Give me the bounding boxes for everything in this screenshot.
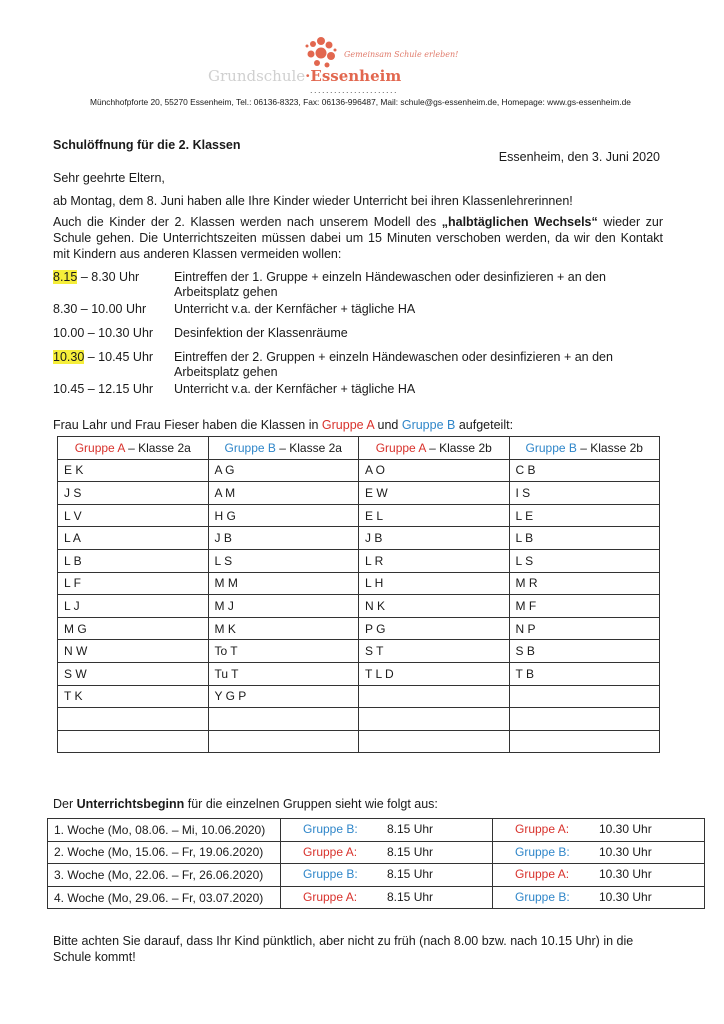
schedule-time: 8.30 – 10.00 Uhr bbox=[53, 302, 147, 316]
student-initials-cell bbox=[509, 685, 660, 708]
student-initials-cell: L B bbox=[58, 549, 209, 572]
student-initials-cell bbox=[359, 708, 510, 731]
weekly-start-table bbox=[47, 818, 705, 909]
model-name: „halbtäglichen Wechsels“ bbox=[441, 215, 598, 229]
group-start-slot: Gruppe B: 10.30 Uhr bbox=[493, 886, 705, 909]
greeting: Sehr geehrte Eltern, bbox=[53, 171, 165, 185]
student-initials-cell: A G bbox=[208, 459, 359, 482]
student-initials-cell: I S bbox=[509, 482, 660, 505]
student-initials-cell: C B bbox=[509, 459, 660, 482]
week-row bbox=[48, 864, 705, 887]
groups-table bbox=[57, 436, 660, 753]
student-initials-cell bbox=[208, 708, 359, 731]
student-initials-cell bbox=[359, 685, 510, 708]
student-initials-cell: Tu T bbox=[208, 662, 359, 685]
student-initials-cell: L S bbox=[509, 549, 660, 572]
table-row bbox=[58, 549, 660, 572]
contact-line: Münchhofpforte 20, 55270 Essenheim, Tel.: 06136-8323, Fax: 06136-996487, Mail: schule@gs-essenheim.de, Homepage: www.gs-essenheim.de bbox=[90, 97, 631, 107]
table-row bbox=[58, 595, 660, 618]
week-label: 1. Woche (Mo, 08.06. – Mi, 10.06.2020) bbox=[48, 819, 281, 842]
schedule-description: Eintreffen der 1. Gruppe + einzeln Händewaschen oder desinfizieren + an den Arbeitsplatz gehen bbox=[174, 270, 607, 299]
student-initials-cell: N W bbox=[58, 640, 209, 663]
group-column-header: Gruppe B – Klasse 2b bbox=[509, 437, 660, 460]
schedule-time: 10.30 – 10.45 Uhr bbox=[53, 350, 154, 364]
week-row bbox=[48, 841, 705, 864]
student-initials-cell: L A bbox=[58, 527, 209, 550]
table-row bbox=[58, 617, 660, 640]
week-row bbox=[48, 886, 705, 909]
school-name-accent: Essenheim bbox=[310, 67, 402, 85]
student-initials-cell: L B bbox=[509, 527, 660, 550]
student-initials-cell: S B bbox=[509, 640, 660, 663]
schedule-description: Unterricht v.a. der Kernfächer + tägliche HA bbox=[174, 302, 416, 316]
student-initials-cell: S T bbox=[359, 640, 510, 663]
student-initials-cell: T L D bbox=[359, 662, 510, 685]
table-row bbox=[58, 527, 660, 550]
student-initials-cell: A M bbox=[208, 482, 359, 505]
student-initials-cell: M G bbox=[58, 617, 209, 640]
student-initials-cell: L F bbox=[58, 572, 209, 595]
place-date: Essenheim, den 3. Juni 2020 bbox=[498, 150, 660, 164]
letter-subject: Schulöffnung für die 2. Klassen bbox=[53, 138, 241, 152]
student-initials-cell: P G bbox=[359, 617, 510, 640]
group-column-header: Gruppe B – Klasse 2a bbox=[208, 437, 359, 460]
start-times-intro: Der Unterrichtsbeginn für die einzelnen Gruppen sieht wie folgt aus: bbox=[53, 797, 438, 811]
group-b-label: Gruppe B bbox=[401, 418, 456, 432]
table-row bbox=[58, 708, 660, 731]
group-column-header: Gruppe A – Klasse 2a bbox=[58, 437, 209, 460]
schedule-time: 10.00 – 10.30 Uhr bbox=[53, 326, 154, 340]
table-row bbox=[58, 730, 660, 753]
table-row bbox=[58, 685, 660, 708]
group-a-label: Gruppe A bbox=[321, 418, 375, 432]
schedule-description: Eintreffen der 2. Gruppen + einzeln Händewaschen oder desinfizieren + an den Arbeitsplatz gehen bbox=[174, 350, 613, 379]
student-initials-cell: J B bbox=[208, 527, 359, 550]
student-initials-cell: M K bbox=[208, 617, 359, 640]
student-initials-cell bbox=[359, 730, 510, 753]
school-name-grey: Grundschule bbox=[208, 67, 306, 85]
group-start-slot: Gruppe A: 8.15 Uhr bbox=[281, 886, 493, 909]
table-row bbox=[58, 459, 660, 482]
group-split-text: Frau Lahr und Frau Fieser haben die Klassen in Gruppe A und Gruppe B aufgeteilt: bbox=[53, 418, 514, 432]
student-initials-cell: To T bbox=[208, 640, 359, 663]
table-row bbox=[58, 482, 660, 505]
student-initials-cell bbox=[58, 708, 209, 731]
group-start-slot: Gruppe A: 10.30 Uhr bbox=[493, 864, 705, 887]
logo-dots: ...................... bbox=[310, 85, 399, 95]
student-initials-cell: H G bbox=[208, 504, 359, 527]
student-initials-cell: M J bbox=[208, 595, 359, 618]
student-initials-cell: L J bbox=[58, 595, 209, 618]
student-initials-cell: L V bbox=[58, 504, 209, 527]
student-initials-cell: M M bbox=[208, 572, 359, 595]
schedule-description: Unterricht v.a. der Kernfächer + tägliche HA bbox=[174, 382, 416, 396]
student-initials-cell: L R bbox=[359, 549, 510, 572]
group-start-slot: Gruppe B: 8.15 Uhr bbox=[281, 819, 493, 842]
group-column-header: Gruppe A – Klasse 2b bbox=[359, 437, 510, 460]
model-paragraph: Auch die Kinder der 2. Klassen werden nach unserem Modell des „halbtäglichen Wechsels“ wieder zur Schule gehen. Die Unterrichtszeiten müssen dabei um 15 Minuten verschoben werden, da wir den Kontakt mit Kindern aus anderen Klassen vermeiden wollen: bbox=[53, 215, 663, 261]
student-initials-cell bbox=[509, 730, 660, 753]
student-initials-cell: L S bbox=[208, 549, 359, 572]
student-initials-cell: L E bbox=[509, 504, 660, 527]
schedule-description: Desinfektion der Klassenräume bbox=[174, 326, 348, 340]
group-start-slot: Gruppe A: 8.15 Uhr bbox=[281, 841, 493, 864]
student-initials-cell: N P bbox=[509, 617, 660, 640]
school-logo bbox=[200, 36, 500, 106]
student-initials-cell: M R bbox=[509, 572, 660, 595]
school-name: Grundschule·Essenheim bbox=[208, 67, 402, 85]
table-row bbox=[58, 572, 660, 595]
group-start-slot: Gruppe B: 8.15 Uhr bbox=[281, 864, 493, 887]
student-initials-cell: E L bbox=[359, 504, 510, 527]
student-initials-cell: E K bbox=[58, 459, 209, 482]
group-start-slot: Gruppe A: 10.30 Uhr bbox=[493, 819, 705, 842]
student-initials-cell: M F bbox=[509, 595, 660, 618]
schedule-time: 10.45 – 12.15 Uhr bbox=[53, 382, 154, 396]
closing-text: Bitte achten Sie darauf, dass Ihr Kind pünktlich, aber nicht zu früh (nach 8.00 bzw. nach 10.15 Uhr) in die Schule kommt! bbox=[53, 934, 634, 964]
table-row bbox=[58, 640, 660, 663]
student-initials-cell: A O bbox=[359, 459, 510, 482]
student-initials-cell: J B bbox=[359, 527, 510, 550]
week-label: 2. Woche (Mo, 15.06. – Fr, 19.06.2020) bbox=[48, 841, 281, 864]
table-row bbox=[58, 662, 660, 685]
student-initials-cell bbox=[509, 708, 660, 731]
student-initials-cell: L H bbox=[359, 572, 510, 595]
week-row bbox=[48, 819, 705, 842]
student-initials-cell: Y G P bbox=[208, 685, 359, 708]
student-initials-cell: E W bbox=[359, 482, 510, 505]
student-initials-cell: S W bbox=[58, 662, 209, 685]
table-row bbox=[58, 504, 660, 527]
week-label: 3. Woche (Mo, 22.06. – Fr, 26.06.2020) bbox=[48, 864, 281, 887]
student-initials-cell: T K bbox=[58, 685, 209, 708]
student-initials-cell bbox=[208, 730, 359, 753]
student-initials-cell: T B bbox=[509, 662, 660, 685]
student-initials-cell: N K bbox=[359, 595, 510, 618]
week-label: 4. Woche (Mo, 29.06. – Fr, 03.07.2020) bbox=[48, 886, 281, 909]
schedule-time: 8.15 – 8.30 Uhr bbox=[53, 270, 140, 284]
group-start-slot: Gruppe B: 10.30 Uhr bbox=[493, 841, 705, 864]
student-initials-cell bbox=[58, 730, 209, 753]
school-slogan: Gemeinsam Schule erleben! bbox=[344, 50, 459, 59]
intro-text: ab Montag, dem 8. Juni haben alle Ihre Kinder wieder Unterricht bei ihren Klassenlehrerinnen! bbox=[53, 194, 573, 208]
student-initials-cell: J S bbox=[58, 482, 209, 505]
